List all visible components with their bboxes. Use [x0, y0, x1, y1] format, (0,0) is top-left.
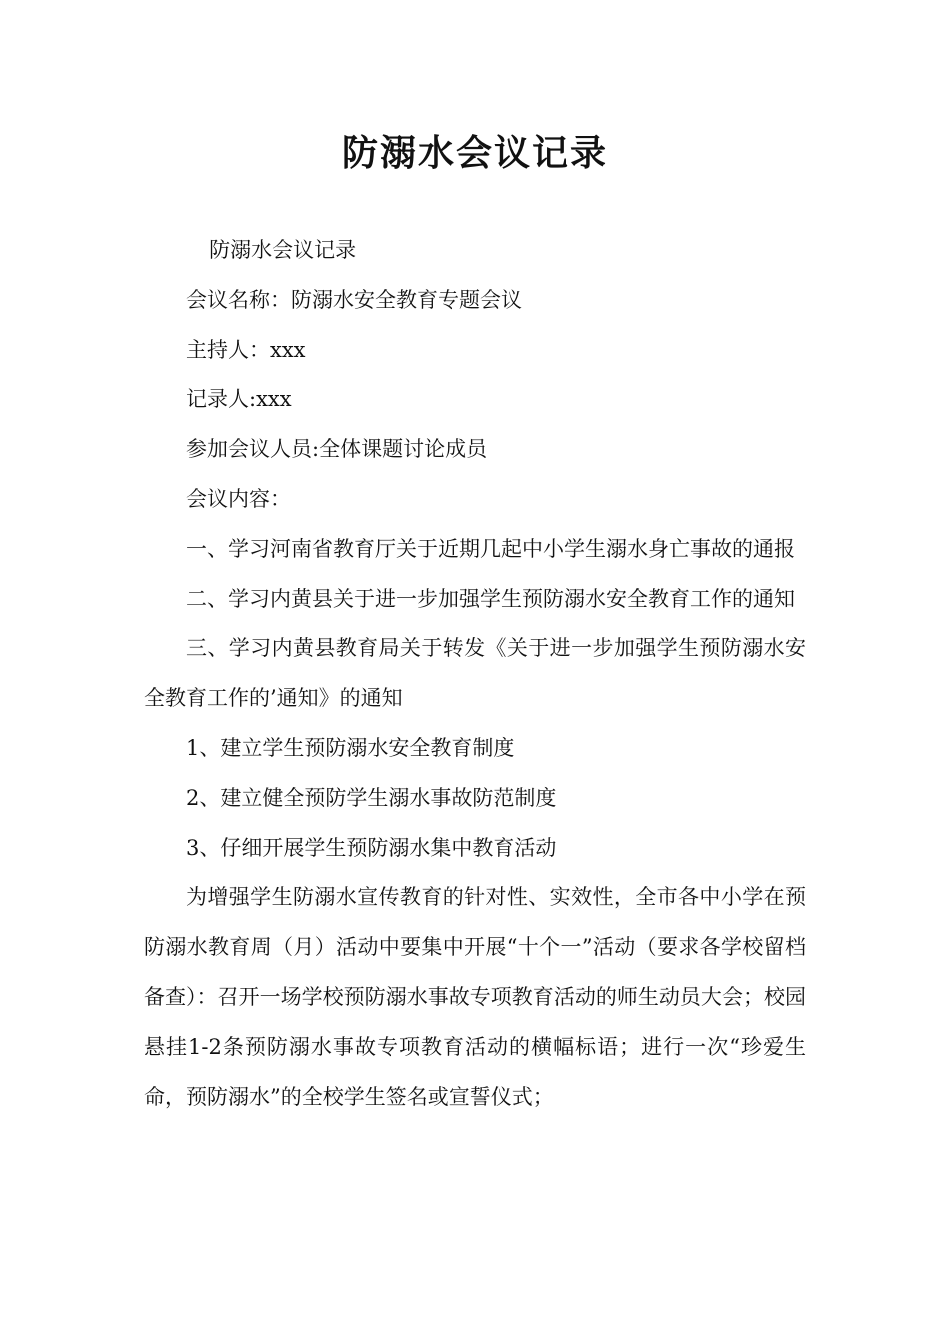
meeting-name-paragraph: 会议名称：防溺水安全教育专题会议 — [186, 287, 522, 312]
activity-description-paragraph: 为增强学生防溺水宣传教育的针对性、实效性，全市各中小学在预防溺水教育周（月）活动中要集中开展“十个一”活动（要求各学校留档备查）：召开一场学校预防溺水事故专项教育活动的师生动员大会；校园悬挂1-2条预防溺水事故专项教育活动的横幅标语；进行一次“珍爱生命，预防溺水”的全校学生签名或宣誓仪式； — [144, 885, 806, 1109]
measure-item-2: 2、建立健全预防学生溺水事故防范制度 — [186, 785, 557, 810]
agenda-item-3: 三、学习内黄县教育局关于转发《关于进一步加强学生预防溺水安全教育工作的’通知》的通知 — [144, 636, 806, 711]
measure-item-1: 1、建立学生预防溺水安全教育制度 — [186, 735, 515, 760]
content-heading-paragraph: 会议内容： — [186, 486, 291, 511]
recorder-paragraph: 记录人:xxx — [186, 387, 292, 412]
attendees-paragraph: 参加会议人员:全体课题讨论成员 — [186, 437, 488, 462]
document-title: 防溺水会议记录 — [341, 133, 608, 174]
measure-item-3: 3、仔细开展学生预防溺水集中教育活动 — [186, 835, 557, 860]
agenda-item-2: 二、学习内黄县关于进一步加强学生预防溺水安全教育工作的通知 — [186, 586, 795, 611]
document-body — [144, 226, 806, 1122]
host-paragraph: 主持人：xxx — [186, 337, 306, 362]
subtitle-paragraph: 防溺水会议记录 — [209, 238, 357, 262]
agenda-item-1: 一、学习河南省教育厅关于近期几起中小学生溺水身亡事故的通报 — [186, 536, 795, 561]
